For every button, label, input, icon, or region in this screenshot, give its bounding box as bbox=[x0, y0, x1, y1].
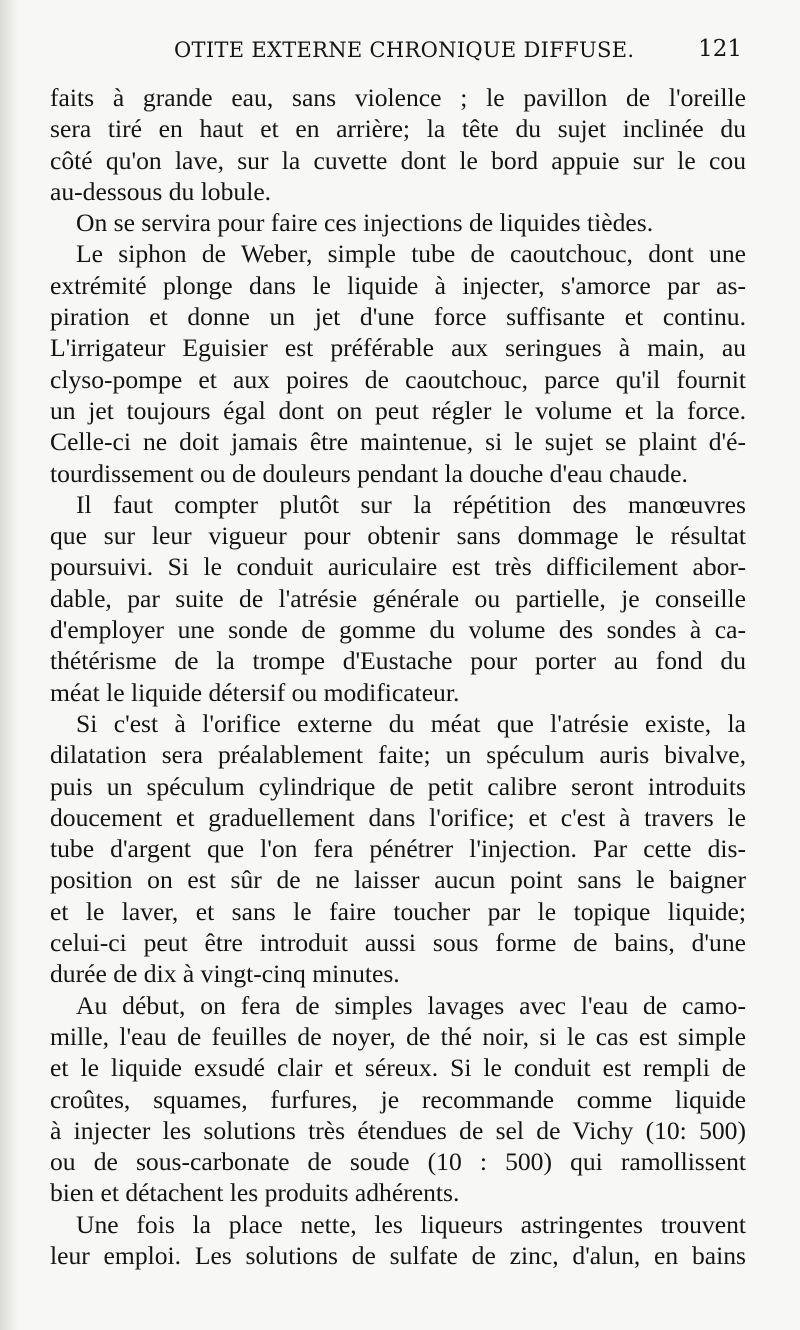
text-line: mille, l'eau de feuilles de noyer, de thé noir, si le cas est simple bbox=[50, 1021, 746, 1051]
text-line: puis un spéculum cylindrique de petit calibre seront introduits bbox=[50, 771, 746, 801]
text-line: Au début, on fera de simples lavages avec l'eau de camo- bbox=[76, 990, 746, 1020]
text-line: clyso-pompe et aux poires de caoutchouc, parce qu'il fournit bbox=[50, 364, 746, 394]
text-line: dilatation sera préalablement faite; un spéculum auris bivalve, bbox=[50, 740, 746, 770]
text-line: d'employer une sonde de gomme du volume des sondes à ca- bbox=[50, 615, 746, 645]
text-line: thétérisme de la trompe d'Eustache pour porter au fond du bbox=[50, 646, 746, 676]
text-line: et le laver, et sans le faire toucher par le topique liquide; bbox=[50, 896, 746, 926]
text-line: L'irrigateur Eguisier est préférable aux seringues à main, au bbox=[50, 333, 746, 363]
page-header bbox=[50, 34, 746, 70]
text-line: ou de sous-carbonate de soude (10 : 500) qui ramollissent bbox=[50, 1147, 746, 1177]
text-line: position on est sûr de ne laisser aucun point sans le baigner bbox=[50, 865, 746, 895]
text-line: piration et donne un jet d'une force suffisante et continu. bbox=[50, 302, 746, 332]
text-line: au-dessous du lobule. bbox=[50, 176, 272, 206]
text-line: faits à grande eau, sans violence ; le pavillon de l'oreille bbox=[50, 83, 746, 112]
text-line: Si c'est à l'orifice externe du méat que l'atrésie existe, la bbox=[76, 708, 746, 738]
body-text bbox=[50, 82, 746, 1271]
page-number: 121 bbox=[698, 36, 742, 62]
text-line: doucement et graduellement dans l'orifice; et c'est à travers le bbox=[50, 802, 746, 832]
page-edge-shadow bbox=[0, 0, 18, 1330]
text-line: extrémité plonge dans le liquide à injecter, s'amorce par as- bbox=[50, 270, 746, 300]
text-line: bien et détachent les produits adhérents. bbox=[50, 1178, 460, 1208]
text-line: à injecter les solutions très étendues de sel de Vichy (10: 500) bbox=[50, 1115, 746, 1145]
text-line: que sur leur vigueur pour obtenir sans dommage le résultat bbox=[50, 521, 746, 551]
text-line: tube d'argent que l'on fera pénétrer l'injection. Par cette dis- bbox=[50, 834, 746, 864]
text-line: méat le liquide détersif ou modificateur. bbox=[50, 677, 460, 707]
text-line: Celle-ci ne doit jamais être maintenue, si le sujet se plaint d'é- bbox=[50, 427, 746, 457]
text-line: Le siphon de Weber, simple tube de caoutchouc, dont une bbox=[76, 239, 746, 269]
text-line: durée de dix à vingt-cinq minutes. bbox=[50, 959, 400, 989]
text-line: côté qu'on lave, sur la cuvette dont le bord appuie sur le cou bbox=[50, 145, 746, 175]
text-line: Une fois la place nette, les liqueurs astringentes trouvent bbox=[76, 1209, 746, 1239]
text-line: un jet toujours égal dont on peut régler le volume et la force. bbox=[50, 395, 746, 425]
text-line: On se servira pour faire ces injections de liquides tièdes. bbox=[76, 208, 654, 238]
text-line: leur emploi. Les solutions de sulfate de zinc, d'alun, en bains bbox=[50, 1240, 746, 1270]
text-line: sera tiré en haut et en arrière; la tête du sujet inclinée du bbox=[50, 114, 746, 144]
text-line: et le liquide exsudé clair et séreux. Si le conduit est rempli de bbox=[50, 1053, 746, 1083]
text-line: croûtes, squames, furfures, je recommande comme liquide bbox=[50, 1084, 746, 1114]
running-title: OTITE EXTERNE CHRONIQUE DIFFUSE. bbox=[174, 38, 635, 62]
text-line: poursuivi. Si le conduit auriculaire est très difficilement abor- bbox=[50, 552, 746, 582]
text-line: Il faut compter plutôt sur la répétition des manœuvres bbox=[76, 489, 746, 519]
text-line: tourdissement ou de douleurs pendant la douche d'eau chaude. bbox=[50, 458, 688, 488]
text-line: dable, par suite de l'atrésie générale ou partielle, je conseille bbox=[50, 583, 746, 613]
text-line: celui-ci peut être introduit aussi sous forme de bains, d'une bbox=[50, 928, 746, 958]
